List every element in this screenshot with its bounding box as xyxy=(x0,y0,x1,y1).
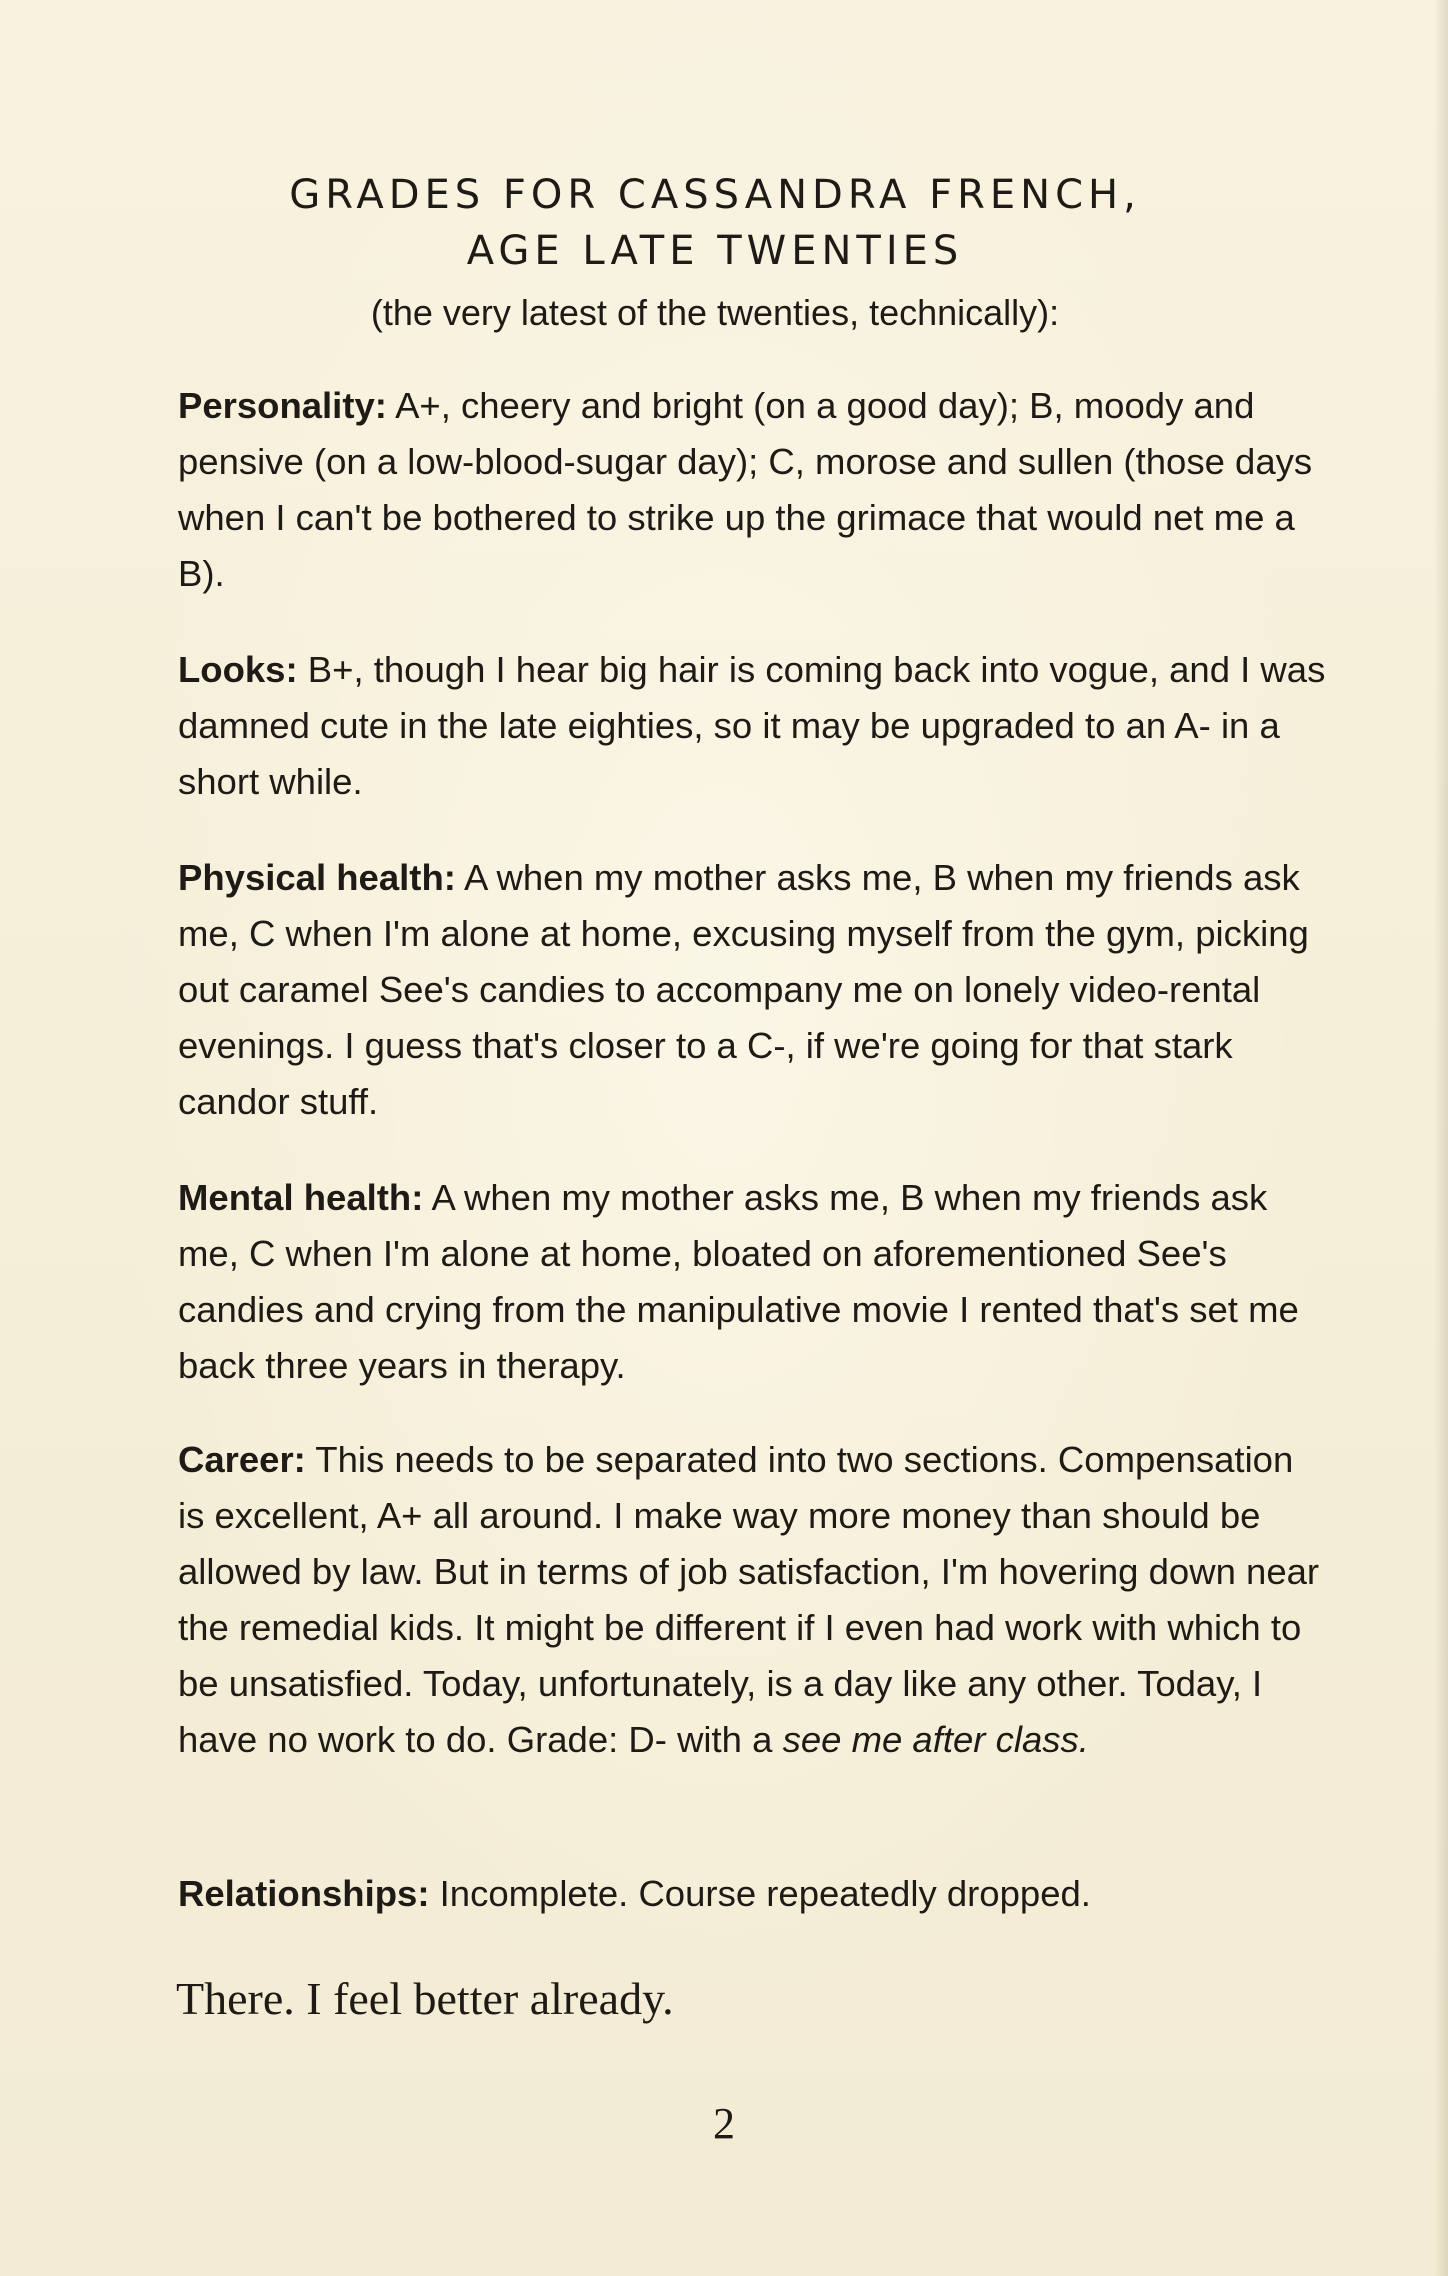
grade-text: Incomplete. Course repeatedly dropped. xyxy=(429,1873,1091,1914)
grade-physical-health xyxy=(178,850,1328,1130)
grade-label: Looks: xyxy=(178,649,298,690)
page-edge-shadow xyxy=(1434,0,1448,2276)
grade-personality xyxy=(178,378,1328,602)
closing-line: There. I feel better already. xyxy=(176,1973,674,2024)
heading-line-1: GRADES FOR CASSANDRA FRENCH, xyxy=(289,172,1141,218)
grade-text: This needs to be separated into two sections. Compensation is excellent, A+ all around. I make way more money than should be allowed by law. But in terms of job satisfaction, I'm hovering down near the remedial kids. It might be different if I even had work with which to be unsatisfied. Today, unfortunately, is a day like any other. Today, I have no work to do. Grade: D- with a xyxy=(178,1439,1320,1760)
grade-text: A+, cheery and bright (on a good day); B, moody and pensive (on a low-blood-sugar day); C, morose and sullen (those days when I can't be bothered to strike up the grimace that would net me a B). xyxy=(178,385,1313,594)
grade-relationships xyxy=(178,1866,1328,1922)
grade-label: Relationships: xyxy=(178,1873,430,1914)
grade-label: Personality: xyxy=(178,385,387,426)
grade-label: Career: xyxy=(178,1439,306,1480)
grade-text: A when my mother asks me, B when my friends ask me, C when I'm alone at home, bloated on aforementioned See's candies and crying from the manipulative movie I rented that's set me back three years in therapy. xyxy=(178,1177,1299,1386)
heading-line-2: AGE LATE TWENTIES xyxy=(466,228,964,274)
page-number: 2 xyxy=(713,2099,735,2148)
grade-text: A when my mother asks me, B when my friends ask me, C when I'm alone at home, excusing myself from the gym, picking out caramel See's candies to accompany me on lonely video-rental evenings. I guess that's closer to a C-, if we're going for that stark candor stuff. xyxy=(178,857,1309,1122)
grade-career xyxy=(178,1432,1328,1768)
heading-subtitle: (the very latest of the twenties, technically): xyxy=(370,292,1060,333)
grade-text: B+, though I hear big hair is coming back into vogue, and I was damned cute in the late eighties, so it may be upgraded to an A- in a short while. xyxy=(178,649,1326,802)
grade-looks xyxy=(178,642,1328,810)
grade-mental-health xyxy=(178,1170,1328,1394)
grade-label: Physical health: xyxy=(178,857,456,898)
grade-label: Mental health: xyxy=(178,1177,424,1218)
grade-text-italic: see me after class. xyxy=(782,1719,1089,1760)
